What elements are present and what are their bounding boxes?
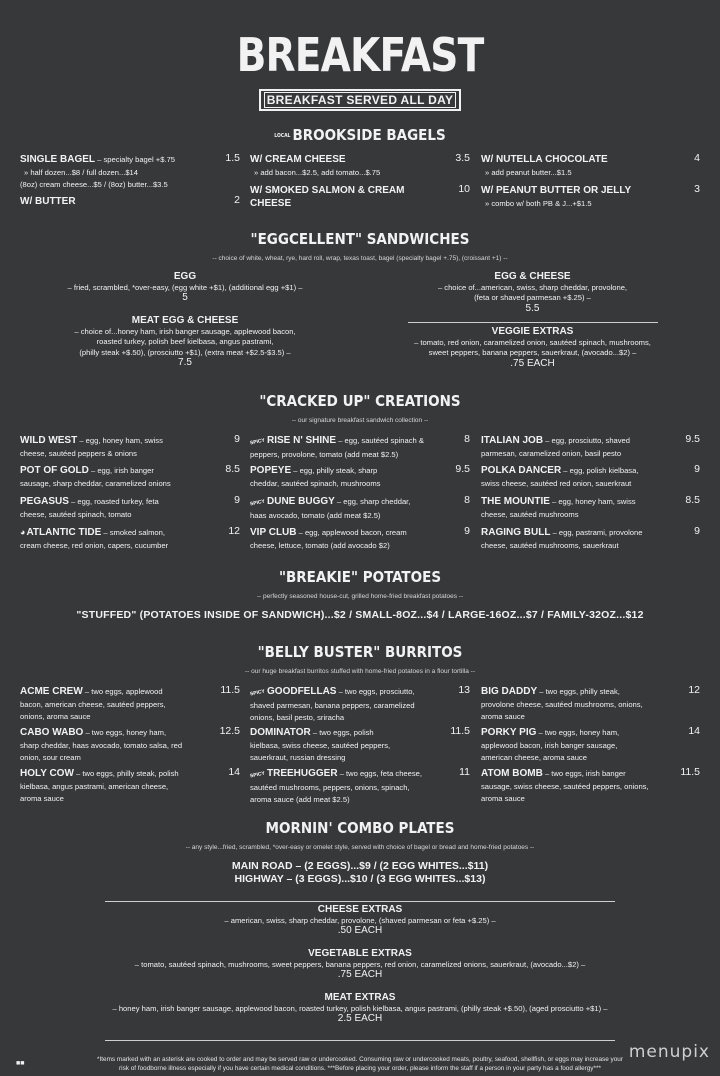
item-price: 8 [464, 433, 470, 445]
item-name: GOODFELLAS [267, 686, 337, 697]
menu-item-dominator [250, 726, 445, 764]
item-price: 9.5 [685, 433, 700, 445]
item-desc: » combo w/ both PB & J...+$1.5 [485, 198, 592, 208]
potatoes-note: -- perfectly seasoned house-cut, grilled home-fried breakfast potatoes -- [256, 593, 464, 600]
item-desc: – egg, roasted turkey, feta [68, 497, 159, 506]
item-price: 1.5 [225, 152, 240, 164]
item-price: 14 [688, 725, 700, 737]
item-desc: cheese, sautéed peppers & onions [20, 448, 137, 458]
menupix-watermark: menupix [628, 1042, 710, 1062]
item-price: 11 [459, 766, 470, 778]
item-desc: onions, basil pesto, sriracha [250, 713, 345, 722]
item-desc: – two eggs, polish [310, 728, 374, 737]
item-desc: – egg, sautéed spinach & [336, 436, 424, 445]
item-name: VEGETABLE EXTRAS [308, 948, 412, 959]
item-desc: – choice of...american, swiss, sharp cheddar, provolone, [437, 282, 628, 292]
item-desc: – egg, prosciutto, shaved [543, 436, 631, 445]
menu-item-pot-of-gold [20, 464, 230, 489]
item-desc: bacon, american cheese, sautéed peppers, [20, 699, 166, 709]
item-desc: provolone cheese, sautéed mushrooms, onions, [481, 699, 643, 709]
item-price: 7.5 [178, 357, 192, 368]
item-desc: – honey ham, irish banger sausage, applewood bacon, roasted turkey, polish kielbasa, angus pastrami, (philly steak +$.50), (aged prosciutto +$1) – [112, 1003, 608, 1013]
item-desc: applewood bacon, irish banger sausage, [481, 740, 618, 750]
menu-item-holy-cow [20, 767, 225, 805]
item-price: 8.5 [685, 494, 700, 506]
menu-item-veggie-extras [365, 327, 700, 369]
bagels-section-title [0, 126, 720, 144]
page-title: BREAKFAST [236, 28, 484, 82]
item-desc: (philly steak +$.50), (prosciutto +$1), (extra meat +$2.5-$3.5) – [79, 347, 291, 357]
menu-header [0, 28, 720, 82]
item-price: .50 EACH [337, 925, 383, 936]
item-price: 5.5 [525, 302, 540, 314]
item-price: 12.5 [219, 725, 240, 737]
item-desc: sweet peppers, banana peppers, sauerkraut, (avocado...$2) – [428, 348, 637, 357]
item-desc: – specialty bagel +$.75 [95, 155, 176, 164]
item-name: ATLANTIC TIDE [26, 527, 102, 538]
item-desc: – egg, applewood bacon, cream [296, 528, 407, 537]
menu-item-w-butter [20, 195, 76, 208]
footer-marker-icon: ■■ [16, 1060, 25, 1067]
combo-main-road: MAIN ROAD – (2 EGGS)...$9 / (2 EGG WHITES...$11) [231, 860, 489, 872]
item-name: POLKA DANCER [481, 465, 562, 476]
served-all-day-label: BREAKFAST SERVED ALL DAY [264, 92, 457, 108]
item-name: ACME CREW [20, 686, 83, 697]
combo-prices [0, 860, 720, 886]
item-desc: sauerkraut, russian dressing [250, 753, 346, 762]
item-name: ATOM BOMB [481, 768, 543, 779]
item-desc: – egg, sharp cheddar, [334, 497, 411, 506]
item-desc: » add bacon...$2.5, add tomato...$.75 [254, 167, 381, 177]
item-desc: – egg, polish kielbasa, [561, 466, 639, 475]
item-price: 8 [464, 494, 470, 506]
cheese-extras [0, 905, 720, 937]
item-desc: cheese, sautéed spinach, tomato [20, 509, 132, 519]
divider [105, 901, 615, 902]
item-desc: – egg, irish banger [88, 466, 154, 475]
item-desc: (feta or shaved parmesan +$.25) – [474, 293, 591, 302]
menu-item-cabo-wabo [20, 726, 230, 764]
item-desc: – two eggs, philly steak, polish [73, 769, 179, 778]
item-price: 14 [228, 766, 240, 778]
item-name: RAGING BULL [481, 527, 551, 538]
item-desc: sausage, sharp cheddar, caramelized onions [20, 478, 171, 488]
item-price: 10 [458, 183, 470, 195]
item-name: EGG & CHEESE [494, 271, 571, 282]
item-price: 11.5 [680, 766, 700, 778]
menu-item-the-mountie [481, 495, 676, 520]
item-name: WILD WEST [20, 435, 78, 446]
item-price: 12 [688, 684, 700, 696]
item-desc: – smoked salmon, [101, 528, 165, 537]
menu-item-w-cream-cheese [250, 153, 460, 178]
item-desc: – two eggs, honey ham, [536, 728, 620, 737]
item-name: THE MOUNTIE [481, 496, 550, 507]
combo-note: -- any style...fried, scrambled, *over-easy or omelet style, served with choice of bagel or bread and home-fried potatoes -- [185, 844, 535, 851]
vegetable-extras [0, 949, 720, 981]
burritos-note: -- our huge breakfast burritos stuffed with home-fried potatoes in a flour tortilla -- [244, 668, 476, 675]
item-desc: haas avocado, tomato (add meat $2.5) [250, 510, 381, 520]
item-name: EGG [173, 271, 197, 282]
footer-line: risk of foodborne illness especially if you have certain medical conditions. ***Before placing your order, please inform the staff if a person in your party has a food allergy*** [119, 1064, 601, 1072]
menu-item-acme-crew [20, 685, 230, 723]
item-price: 8.5 [225, 463, 240, 475]
item-name: W/ PEANUT BUTTER OR JELLY [481, 185, 632, 196]
menu-item-egg-cheese [365, 272, 700, 314]
item-price: 9 [464, 525, 470, 537]
item-desc: cheese, sautéed mushrooms [481, 509, 579, 519]
spicy-badge-icon: SPICY [249, 688, 266, 698]
item-price: 9 [694, 463, 700, 475]
item-desc: – tomato, sautéed spinach, mushrooms, sweet peppers, banana peppers, red onion, caramelized onions, sauerkraut, (avocado...$2) – [134, 959, 586, 969]
item-price: .75 EACH [337, 969, 383, 980]
menu-item-vip-club [250, 526, 455, 551]
creations-note: -- our signature breakfast sandwich collection -- [291, 417, 429, 424]
menu-item-goodfellas [250, 685, 455, 724]
menu-item-pegasus [20, 495, 225, 520]
menu-item-wild-west [20, 434, 225, 459]
footer-disclaimer [0, 1056, 720, 1073]
item-name: HOLY COW [20, 768, 74, 779]
item-desc: parmesan, caramelized onion, basil pesto [481, 448, 622, 458]
item-name: POT OF GOLD [20, 465, 89, 476]
item-name: VEGGIE EXTRAS [491, 326, 574, 337]
item-desc: cheddar, sautéed spinach, mushrooms [250, 478, 381, 488]
footer-line: *Items marked with an asterisk are cooked to order and may be served raw or undercooked. Consuming raw or undercooked meats, poultry, seafood, shellfish, or eggs may increase your [97, 1056, 623, 1063]
item-name: DUNE BUGGY [267, 496, 335, 507]
local-label: LOCAL [274, 132, 291, 139]
item-price: 2.5 EACH [337, 1013, 383, 1024]
item-desc: aroma sauce [481, 712, 525, 721]
item-name: VIP CLUB [250, 527, 297, 538]
spicy-badge-icon: SPICY [249, 770, 266, 780]
item-desc: – two eggs, prosciutto, [336, 687, 415, 696]
item-name: BIG DADDY [481, 686, 538, 697]
item-name: RISE N' SHINE [267, 435, 337, 446]
item-desc: aroma sauce [481, 794, 525, 803]
item-desc: cream cheese, red onion, capers, cucumber [20, 540, 169, 550]
item-desc: sautéed mushrooms, peppers, onions, spinach, [250, 782, 410, 792]
burritos-section-title: "BELLY BUSTER" BURRITOS [257, 643, 463, 661]
item-price: 5 [182, 292, 188, 303]
item-price: 11.5 [450, 725, 470, 737]
item-desc: onion, sour cream [20, 753, 81, 762]
combo-highway: HIGHWAY – (3 EGGS)...$10 / (3 EGG WHITES...$13) [234, 873, 486, 885]
item-desc: roasted turkey, polish beef kielbasa, angus pastrami, [96, 337, 274, 346]
item-desc: – egg, honey ham, swiss [549, 497, 636, 506]
sandwiches-section-title: "EGGCELLENT" SANDWICHES [250, 230, 470, 248]
item-price: 13 [458, 684, 470, 696]
item-name: POPEYE [250, 465, 292, 476]
item-price: 3.5 [455, 152, 470, 164]
item-desc: american cheese, aroma sauce [481, 753, 587, 762]
menu-item-porky-pig [481, 726, 686, 764]
menu-item-popeye [250, 464, 450, 489]
item-desc: cheese, lettuce, tomato (add avocado $2) [250, 540, 390, 550]
item-desc: onions, aroma sauce [20, 712, 91, 721]
menu-item-atlantic-tide [20, 526, 230, 551]
item-desc: swiss cheese, sautéed red onion, sauerkraut [481, 478, 632, 488]
item-desc: – two eggs, philly steak, [537, 687, 620, 696]
divider [408, 322, 658, 323]
item-name: DOMINATOR [250, 727, 311, 738]
item-desc: shaved parmesan, banana peppers, caramelized [250, 700, 415, 710]
item-name: TREEHUGGER [267, 768, 338, 779]
item-name: CHEESE [250, 197, 292, 209]
menu-item-polka-dancer [481, 464, 686, 489]
spicy-badge-icon: SPICY [249, 498, 266, 508]
item-desc: (8oz) cream cheese...$5 / (8oz) butter...$3.5 [20, 180, 168, 189]
menu-item-rise-n-shine [250, 434, 455, 460]
item-price: 4 [694, 152, 700, 164]
item-price: 2 [234, 194, 240, 206]
item-price: 9 [234, 433, 240, 445]
combo-section-title: MORNIN' COMBO PLATES [265, 819, 455, 837]
item-name: W/ NUTELLA CHOCOLATE [481, 154, 608, 165]
menu-item-dune-buggy [250, 495, 450, 521]
item-name: W/ CREAM CHEESE [250, 154, 346, 165]
creations-section-title: "CRACKED UP" CREATIONS [259, 392, 461, 410]
potatoes-prices: "STUFFED" (POTATOES INSIDE OF SANDWICH)...$2 / SMALL-8OZ...$4 / LARGE-16OZ...$7 / FAMILY-32OZ...$12 [76, 609, 644, 621]
item-price: 9.5 [455, 463, 470, 475]
menu-item-treehugger [250, 767, 455, 806]
served-all-day [0, 89, 720, 111]
item-name: MEAT EXTRAS [324, 992, 396, 1003]
item-name: MEAT EGG & CHEESE [131, 315, 239, 326]
item-desc: peppers, provolone, tomato (add meat $2.5) [250, 449, 399, 459]
globe-icon: ◕ [20, 527, 26, 537]
item-desc: – fried, scrambled, *over-easy, (egg white +$1), (additional egg +$1) – [67, 282, 303, 292]
item-desc: cheese, sautéed mushrooms, sauerkraut [481, 540, 619, 550]
item-price: 9 [234, 494, 240, 506]
item-desc: » half dozen...$8 / full dozen...$14 [24, 167, 138, 177]
item-price: 11.5 [220, 684, 240, 696]
bagels-title: BROOKSIDE BAGELS [292, 126, 446, 144]
item-desc: – two eggs, irish banger [542, 769, 626, 778]
item-desc: kielbasa, swiss cheese, sautéed peppers, [250, 740, 391, 750]
item-name: CABO WABO [20, 727, 84, 738]
item-name: W/ BUTTER [20, 196, 76, 207]
item-name: ITALIAN JOB [481, 435, 544, 446]
item-name: PEGASUS [20, 496, 69, 507]
item-desc: – choice of...honey ham, irish banger sausage, applewood bacon, [74, 326, 296, 336]
item-price: .75 EACH [510, 357, 555, 369]
menu-item-italian-job [481, 434, 676, 459]
item-desc: – egg, pastrami, provolone [550, 528, 643, 537]
item-desc: – american, swiss, sharp cheddar, provolone, (shaved parmesan or feta +$.25) – [224, 915, 496, 925]
item-price: 3 [694, 183, 700, 195]
item-desc: – two eggs, applewood [82, 687, 163, 696]
item-desc: – tomato, red onion, caramelized onion, sautéed spinach, mushrooms, [414, 337, 651, 347]
item-desc: – two eggs, feta cheese, [337, 769, 423, 778]
menu-item-raging-bull [481, 526, 676, 551]
meat-extras [0, 993, 720, 1025]
item-desc: sharp cheddar, haas avocado, tomato salsa, red [20, 740, 183, 750]
item-desc: – two eggs, honey ham, [83, 728, 167, 737]
item-name: CHEESE EXTRAS [317, 904, 403, 915]
item-price: 12 [228, 525, 240, 537]
item-desc: – egg, philly steak, sharp [291, 466, 378, 475]
item-name: W/ SMOKED SALMON & CREAM [250, 185, 405, 196]
item-desc: sausage, swiss cheese, sautéed peppers, onions, [481, 781, 649, 791]
item-desc: » add peanut butter...$1.5 [485, 167, 572, 177]
menu-item-w-smoked-salmon [250, 184, 445, 209]
item-name: PORKY PIG [481, 727, 537, 738]
item-desc: aroma sauce [20, 794, 64, 803]
item-name: SINGLE BAGEL [20, 154, 96, 165]
item-price: 9 [694, 525, 700, 537]
item-desc: kielbasa, angus pastrami, american cheese, [20, 781, 169, 791]
menu-item-egg [20, 272, 350, 304]
spicy-badge-icon: SPICY [249, 437, 266, 447]
item-desc: – egg, honey ham, swiss [77, 436, 163, 445]
potatoes-section-title: "BREAKIE" POTATOES [278, 568, 442, 586]
item-desc: aroma sauce (add meat $2.5) [250, 795, 350, 804]
menu-item-meat-egg-cheese [20, 316, 350, 369]
sandwiches-note: -- choice of white, wheat, rye, hard roll, wrap, texas toast, bagel (specialty bagel +.75), (croissant +1) -- [212, 255, 508, 262]
divider [105, 1040, 615, 1041]
